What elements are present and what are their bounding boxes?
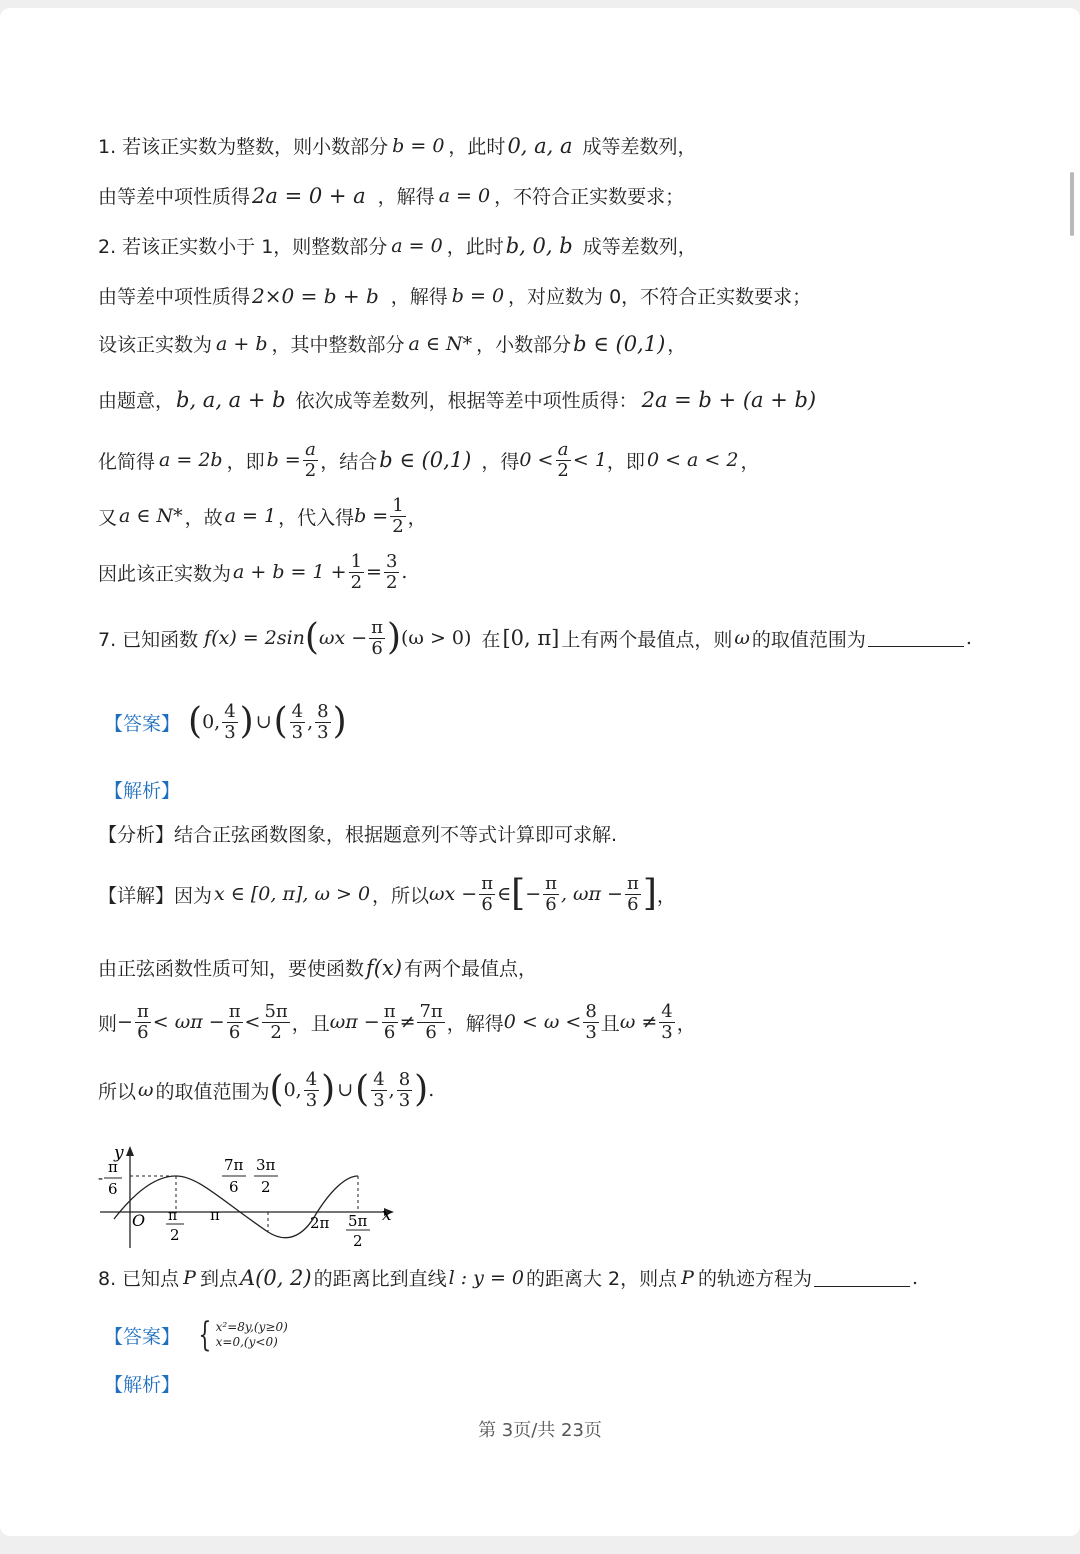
- line8-a1: a = 1: [224, 505, 277, 528]
- q7-cond: (ω > 0): [401, 627, 472, 650]
- q7-int: [0, π]: [502, 626, 560, 651]
- line7-b: b =: [266, 449, 301, 472]
- scrollbar[interactable]: [1070, 172, 1074, 236]
- jiexi8-label: 【解析】: [104, 1374, 181, 1396]
- line12-omega: ω: [138, 1079, 154, 1102]
- line2-post: ，不符合正实数要求；: [494, 186, 685, 208]
- fenxi-line: [98, 820, 617, 847]
- q8-p: P: [183, 1266, 196, 1289]
- line11-post: ，: [676, 1012, 696, 1035]
- line8-frac-half: $\frac{1}{2}$: [392, 495, 404, 537]
- line5-in: a ∈ N*: [408, 332, 473, 355]
- svg-text:-: -: [98, 1169, 104, 1187]
- fenxi-label: 【分析】: [98, 824, 175, 846]
- answer8-cases: { x²=8y,(y≥0) x=0,(y<0): [198, 1315, 288, 1355]
- text-line-12: 所以 ω 的取值范围为 ( 0, $\frac{4}{3}$ ) ∪ ( $\frac{4}{3}$ , $\frac{8}{3}$ ) .: [98, 1069, 435, 1111]
- q8-p2: P: [681, 1266, 694, 1289]
- text-line-10: [98, 954, 537, 981]
- line5-mid2: ，小数部分: [476, 334, 572, 356]
- xiangjie-expr: ωx −: [429, 883, 478, 906]
- line5-post: ，: [667, 334, 687, 356]
- graph-label-5pi2-num: 5π: [348, 1212, 368, 1230]
- xiangjie-frac-pi6c: $\frac{\pi}{6}$: [626, 873, 639, 915]
- line4-mid: ，解得: [390, 286, 448, 308]
- q7-post2: 的取值范围为: [751, 628, 866, 651]
- graph-origin: O: [132, 1211, 146, 1230]
- line5-pre: 设该正实数为: [98, 334, 213, 356]
- line6-eq: 2a = b + (a + b): [641, 387, 817, 412]
- q7-answer-blank: [868, 629, 964, 647]
- line2-mid: ，解得: [377, 186, 435, 208]
- line3-a0: a = 0: [391, 234, 443, 257]
- sine-graph: [96, 1136, 406, 1252]
- line2-pre: 由等差中项性质得: [98, 186, 251, 208]
- graph-label-pi2-den: 2: [170, 1226, 180, 1244]
- line1-pre: 1. 若该正实数为整数，则小数部分: [98, 136, 389, 158]
- q7-end: .: [965, 627, 972, 650]
- q8-num: 8. 已知点: [98, 1268, 180, 1290]
- text-line-4: [98, 282, 811, 309]
- line7-frac-a2b: $\frac{a}{2}$: [557, 439, 569, 481]
- text-line-11: 则 − $\frac{\pi}{6}$ < ωπ − $\frac{\pi}{6}$ < $\frac{5\pi}{2}$ ，且 ωπ − $\frac{\pi}{6}$ ≠ $\frac{7\pi}{6}$ ，解得 0 < ω < $\frac{8}{3}$ 且 ω ≠ $\frac{4}{3}$ ，: [98, 1001, 696, 1043]
- document-page: [0, 8, 1080, 1536]
- line12-pre: 所以: [98, 1080, 137, 1103]
- text-line-2: [98, 182, 684, 209]
- line11-mid3: 且: [600, 1012, 620, 1035]
- line7-mid: ，即: [226, 450, 265, 473]
- xiangjie-pre: 因为: [174, 884, 213, 907]
- q8-mid2: 的距离比到直线: [313, 1268, 447, 1290]
- xiangjie-cond: x ∈ [0, π], ω > 0: [214, 883, 371, 906]
- line7-range: b ∈ (0,1): [379, 448, 472, 473]
- q7-num: 7. 已知函数: [98, 628, 199, 651]
- xiangjie-in: ∈: [497, 883, 512, 906]
- q7-paren-close: ): [386, 617, 402, 659]
- line4-post: ，对应数为 0，不符合正实数要求；: [508, 286, 812, 308]
- line7-frac-a2: $\frac{a}{2}$: [304, 439, 317, 481]
- line10-post: 有两个最值点，: [404, 958, 538, 980]
- line5-range: b ∈ (0,1): [573, 331, 666, 356]
- graph-label-3pi2-num: 3π: [256, 1156, 276, 1174]
- graph-label-7pi6-den: 6: [229, 1178, 239, 1196]
- line8-pre: 又: [98, 506, 118, 529]
- graph-label-neg-pi6-den: 6: [108, 1180, 118, 1198]
- text-line-6: [98, 386, 820, 413]
- line7-ineq-l: 0 <: [519, 449, 554, 472]
- page-footer: 第 3页/共 23页: [478, 1420, 602, 1441]
- q8-l: l : y = 0: [448, 1266, 525, 1289]
- line6-mid: 依次成等差数列，根据等差中项性质得：: [295, 390, 638, 412]
- line3-pre: 2. 若该正实数小于 1，则整数部分: [98, 236, 388, 258]
- graph-label-3pi2-den: 2: [261, 1178, 271, 1196]
- line2-a0: a = 0: [438, 184, 491, 207]
- q8-mid3: 的距离大 2，则点: [526, 1268, 678, 1290]
- answer-7: [104, 702, 347, 743]
- text-line-9: [98, 552, 407, 593]
- jiexi-8: [104, 1370, 180, 1397]
- line3-post: 成等差数列，: [582, 236, 697, 258]
- answer-expr: ( 0, $\frac{4}{3}$ ) ∪ ( $\frac{4}{3}$ , $\frac{8}{3}$ ): [188, 701, 347, 743]
- line8-in: a ∈ N*: [119, 505, 183, 528]
- q7-arg: ωx −: [318, 627, 368, 650]
- line3-seq: b, 0, b: [505, 233, 573, 258]
- graph-label-pi2-num: π: [168, 1208, 178, 1224]
- line4-eq: 2×0 = b + b: [252, 283, 379, 308]
- text-line-5: [98, 330, 686, 357]
- xiangjie-line: 【详解】 因为 x ∈ [0, π], ω > 0 ，所以 ωx − $\frac{\pi}{6}$ ∈ [ − $\frac{\pi}{6}$ , ωπ − $\frac{\pi}{6}$ ] ，: [98, 873, 676, 915]
- answer8-row1: x²=8y,(y≥0): [215, 1320, 288, 1334]
- q7-omega: ω: [734, 627, 750, 650]
- line4-pre: 由等差中项性质得: [98, 286, 251, 308]
- q8-answer-blank: [814, 1269, 910, 1287]
- line8-mid2: ，代入得: [278, 506, 355, 529]
- graph-y-label: y: [114, 1143, 124, 1163]
- xiangjie-label: 【详解】: [98, 884, 175, 907]
- question-7: [98, 618, 972, 659]
- line2-eq: 2a = 0 + a: [252, 183, 366, 208]
- line7-mid4: ，即: [606, 450, 645, 473]
- line7-eq: a = 2b: [159, 449, 223, 472]
- fenxi-text: 结合正弦函数图象，根据题意列不等式计算即可求解.: [174, 824, 618, 846]
- graph-label-neg-pi6-num: π: [108, 1158, 118, 1176]
- answer-label: 【答案】: [104, 712, 181, 735]
- text-line-7: [98, 440, 759, 481]
- q8-post: 的轨迹方程为: [697, 1268, 812, 1290]
- q7-post: 上有两个最值点，则: [561, 628, 733, 651]
- xiangjie-post: ，: [656, 884, 676, 907]
- q8-mid: 到点: [199, 1268, 238, 1290]
- xiangjie-frac-pi6: $\frac{\pi}{6}$: [481, 873, 494, 915]
- line6-seq: b, a, a + b: [176, 387, 286, 412]
- question-8: [98, 1264, 918, 1291]
- line9-eq: a + b = 1 +: [233, 561, 347, 584]
- line7-ineq-r: < 1: [572, 449, 607, 472]
- line6-pre: 由题意，: [98, 390, 175, 412]
- line9-pre: 因此该正实数为: [98, 562, 232, 585]
- line5-sum: a + b: [216, 332, 268, 355]
- graph-y-arrow: [126, 1146, 134, 1156]
- jiexi-7: [104, 776, 180, 803]
- text-line-1: [98, 132, 697, 159]
- graph-label-7pi6-num: 7π: [224, 1156, 244, 1174]
- text-line-3: [98, 232, 697, 259]
- line9-frac-32: $\frac{3}{2}$: [385, 551, 398, 593]
- graph-label-2pi: 2π: [310, 1214, 330, 1232]
- answer-8: [104, 1315, 288, 1355]
- line11-pre: 则: [98, 1012, 118, 1035]
- line12-mid: 的取值范围为: [155, 1080, 270, 1103]
- answer8-label: 【答案】: [104, 1325, 181, 1348]
- line1-b0: b = 0: [392, 134, 445, 157]
- xiangjie-frac-pi6b: $\frac{\pi}{6}$: [545, 873, 557, 915]
- line9-post: .: [401, 561, 408, 584]
- q7-mid: 在: [481, 628, 501, 651]
- line10-pre: 由正弦函数性质可知，要使函数: [98, 958, 365, 980]
- line11-mid: ，且: [291, 1012, 330, 1035]
- line8-b: b =: [354, 505, 389, 528]
- line1-seq: 0, a, a: [507, 133, 573, 158]
- line7-mid2: ，结合: [320, 450, 378, 473]
- line8-post: ，: [407, 506, 427, 529]
- line9-eq2: =: [366, 561, 382, 584]
- line4-b0: b = 0: [451, 284, 505, 307]
- line10-f: f(x): [366, 955, 403, 980]
- xiangjie-mid: ，所以: [372, 884, 430, 907]
- line11-mid2: ，解得: [446, 1012, 504, 1035]
- line1-post: 成等差数列，: [582, 136, 697, 158]
- line1-mid: ，此时: [448, 136, 506, 158]
- q7-f: f(x) = 2sin: [204, 627, 305, 650]
- jiexi-label: 【解析】: [104, 780, 181, 802]
- answer8-row2: x=0,(y<0): [215, 1335, 278, 1349]
- line7-mid3: ，得: [481, 450, 520, 473]
- q8-a: A(0, 2): [239, 1265, 312, 1290]
- q8-end: .: [911, 1266, 919, 1289]
- line7-res: 0 < a < 2: [646, 449, 739, 472]
- line7-post: ，: [740, 450, 760, 473]
- xiangjie-bracket-open: [: [511, 873, 526, 915]
- text-line-8: [98, 496, 427, 537]
- graph-x-label: x: [382, 1205, 392, 1225]
- q7-frac-pi6: $\frac{\pi}{6}$: [371, 617, 383, 659]
- line8-mid: ，故: [184, 506, 223, 529]
- q7-paren-open: (: [304, 617, 319, 659]
- line7-pre: 化简得: [98, 450, 156, 473]
- xiangjie-bracket-close: ]: [642, 873, 657, 915]
- graph-label-pi: π: [210, 1206, 220, 1224]
- graph-label-5pi2-den: 2: [353, 1232, 363, 1250]
- line12-post: .: [428, 1079, 435, 1102]
- line3-mid: ，此时: [446, 236, 504, 258]
- line9-frac-half: $\frac{1}{2}$: [350, 551, 363, 593]
- line5-mid: ，其中整数部分: [271, 334, 405, 356]
